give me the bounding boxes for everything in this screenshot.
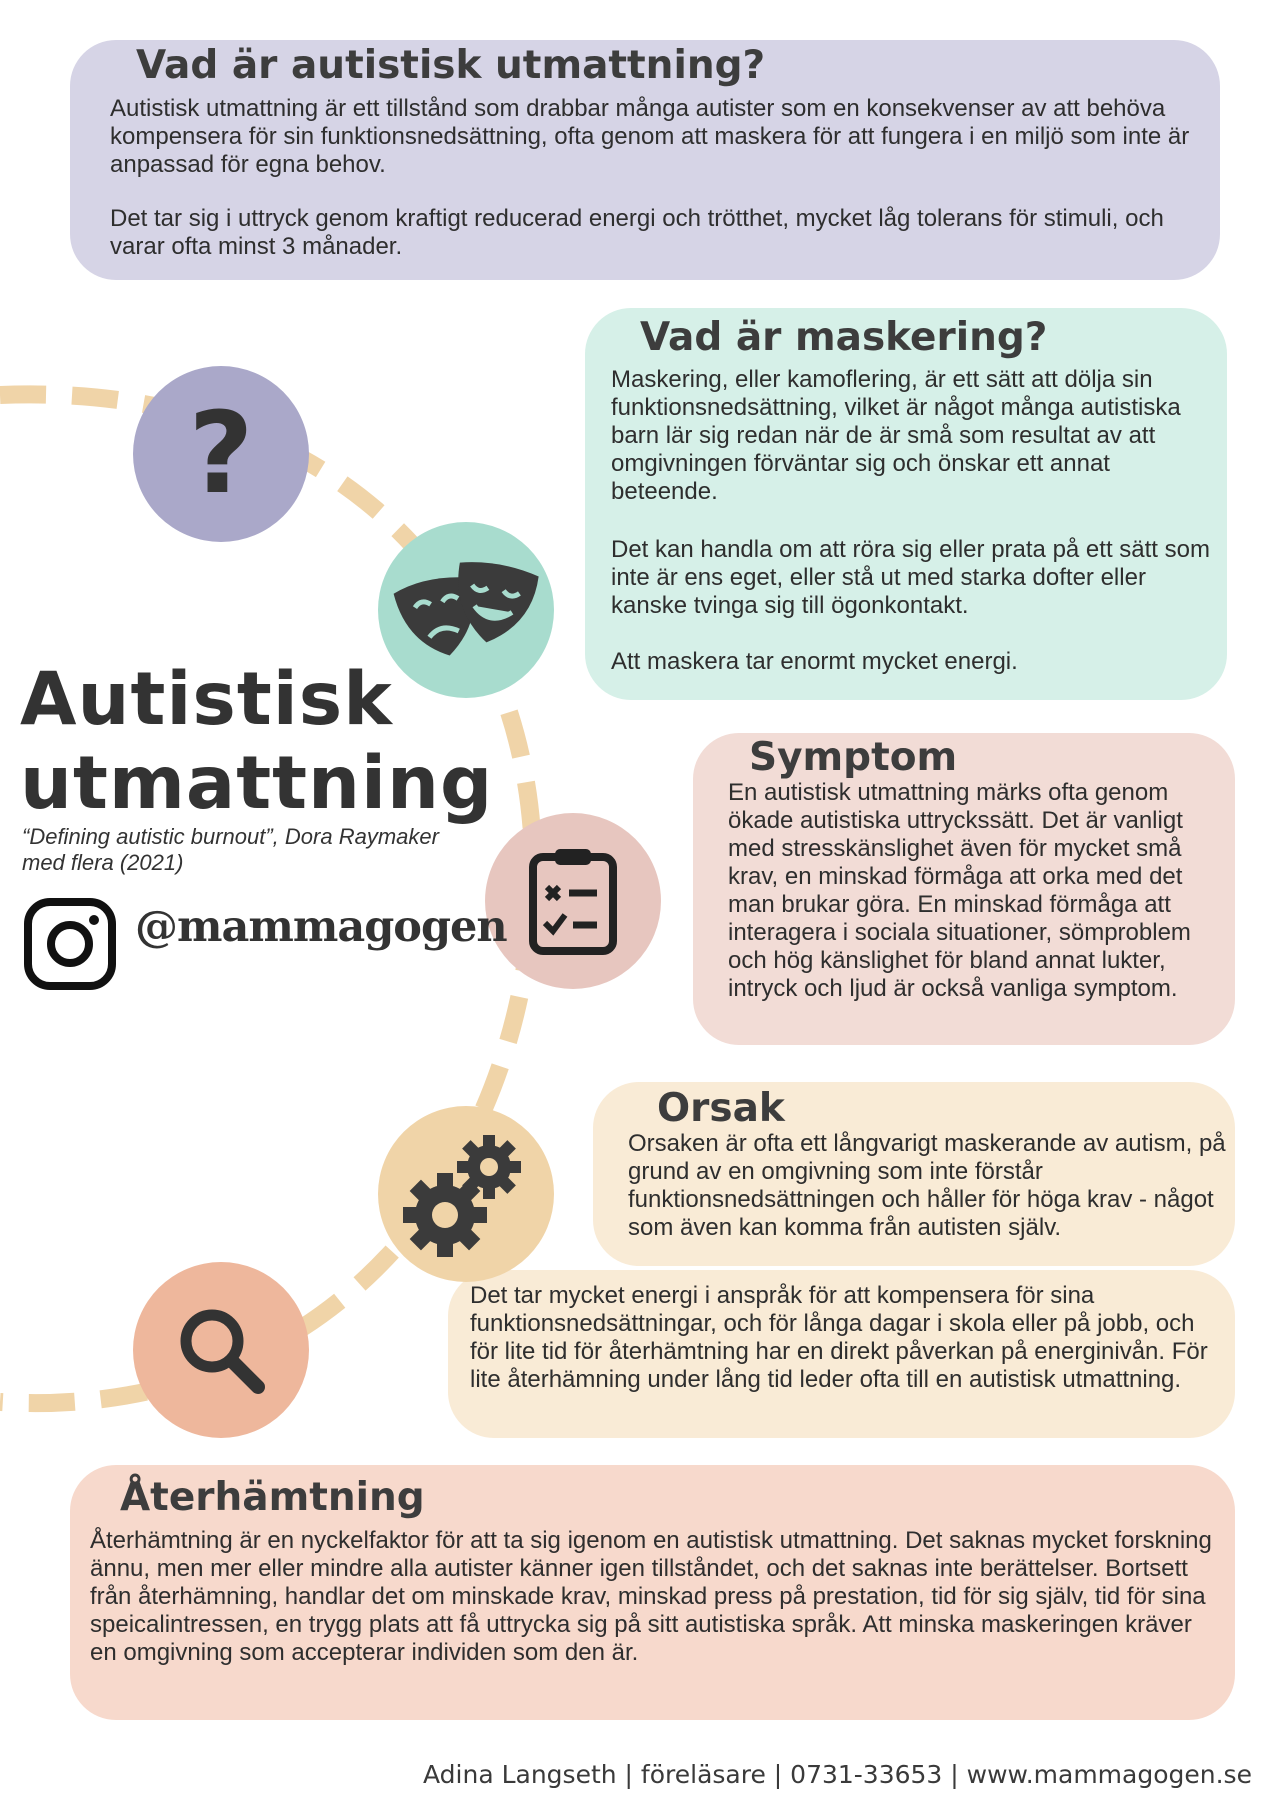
burnout-definition-text-1: Autistisk utmattning är ett tillstånd som drabbar många autister som en konsekvenser av att behöva kompensera för sin funktionsnedsättning, ofta genom att maskera för att fungera i en miljö som inte är anpassad för egna behov.: [110, 95, 1190, 178]
recovery-card: [70, 1465, 1235, 1720]
masking-text-2: Det kan handla om att röra sig eller prata på ett sätt som inte är ens eget, eller stå ut med starka dofter eller kanske tvinga sig till ögonkontakt.: [611, 536, 1210, 619]
question-icon: ?: [188, 389, 254, 519]
cause-continued-card: [448, 1270, 1235, 1438]
main-title: [20, 658, 493, 826]
masking-title: Vad är maskering?: [640, 315, 1048, 360]
burnout-definition-text-2: Det tar sig i uttryck genom kraftigt reducerad energi och trötthet, mycket låg tolerans för stimuli, och varar ofta minst 3 månader.: [110, 205, 1164, 260]
cause-title: Orsak: [657, 1086, 785, 1131]
recovery-title: Återhämtning: [120, 1475, 425, 1520]
cause-text-1: Orsaken är ofta ett långvarigt maskerande av autism, på grund av en omgivning som inte förstår funktionsnedsättningen och håller för höga krav - något som även kan komma från autisten själv.: [628, 1130, 1226, 1241]
checklist-icon: [525, 845, 621, 957]
cause-text-2: Det tar mycket energi i anspråk för att kompensera för sina funktionsnedsättningar, och för långa dagar i skola eller på jobb, och för lite tid för återhämtning har en direkt påverkan på energinivån. För lite återhämning under lång tid leder ofta till en autistisk utmattning.: [470, 1282, 1208, 1393]
citation: [22, 824, 439, 876]
instagram-icon[interactable]: [24, 898, 116, 990]
footer-contact: Adina Langseth | föreläsare | 0731-33653 | www.mammagogen.se: [423, 1760, 1252, 1789]
recovery-text: Återhämtning är en nyckelfaktor för att ta sig igenom en autistisk utmattning. Det saknas mycket forskning ännu, men mer eller mindre alla autister känner igen tillståndet, och det saknas inte berättelser. Bortsett från återhämning, handlar det om minskade krav, minskad press på prestation, tid för sig själv, tid för sina speicalintressen, en trygg plats att få uttrycka sig på sitt autistiska språk. Att minska maskeringen kräver en omgivning som accepterar individen som den är.: [90, 1527, 1212, 1666]
magnifier-circle: [133, 1262, 309, 1438]
gears-icon: [401, 1129, 531, 1259]
masking-card: [585, 308, 1227, 700]
magnifier-icon: [176, 1305, 266, 1395]
checklist-circle: [485, 813, 661, 989]
burnout-definition-title: Vad är autistisk utmattning?: [136, 43, 766, 88]
cause-card: [593, 1082, 1235, 1266]
main-title-line1: Autistisk: [20, 657, 393, 742]
question-circle: [133, 366, 309, 542]
gears-circle: [378, 1106, 554, 1282]
symptoms-text: En autistisk utmattning märks ofta genom ökade autistiska uttryckssätt. Det är vanligt med stresskänslighet även för mycket små krav, en minskad förmåga att orka med det man brukar göra. En minskad förmåga att interagera i sociala situationer, sömproblem och hög känslighet för bland annat lukter, intryck och ljud är också vanliga symptom.: [728, 779, 1191, 1002]
theater-masks-icon: [393, 555, 539, 665]
symptoms-title: Symptom: [749, 735, 958, 780]
citation-line2: med flera (2021): [22, 850, 184, 875]
burnout-definition-card: [70, 40, 1220, 280]
citation-line1: “Defining autistic burnout”, Dora Raymaker: [22, 824, 439, 849]
symptoms-card: [693, 733, 1235, 1045]
main-title-line2: utmattning: [20, 741, 494, 826]
masking-text-1: Maskering, eller kamoflering, är ett sätt att dölja sin funktionsnedsättning, vilket är något många autistiska barn lär sig redan när de är små som resultat av att omgivningen förväntar sig och önskar ett annat beteende.: [611, 366, 1181, 505]
masking-text-3: Att maskera tar enormt mycket energi.: [611, 648, 1018, 675]
instagram-handle[interactable]: @mammagogen: [135, 902, 507, 952]
